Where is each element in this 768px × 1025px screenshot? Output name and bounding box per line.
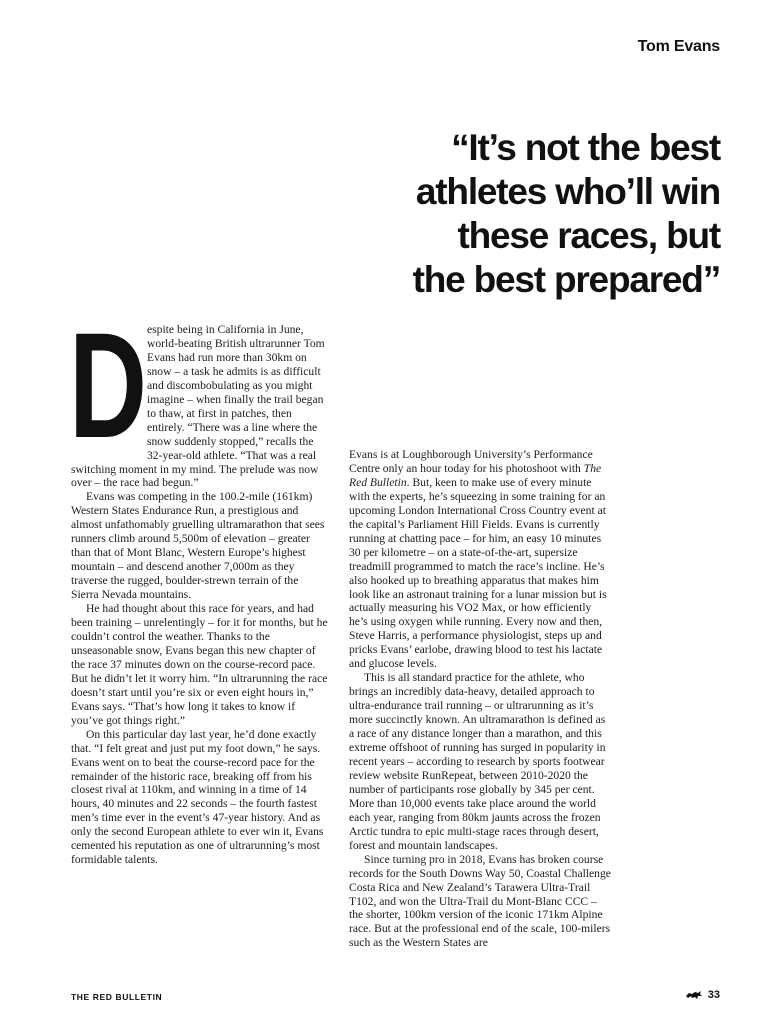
pull-quote-line: athletes who’ll win xyxy=(415,171,720,212)
pull-quote-line: the best prepared” xyxy=(412,259,720,300)
page-number: 33 xyxy=(707,989,720,1001)
article-column-right xyxy=(349,448,611,950)
article-column-left xyxy=(69,301,328,867)
pull-quote-line: these races, but xyxy=(457,215,720,256)
body-paragraph: He had thought about this race for years, and had been training – unrelentingly – for it for months, but he couldn’t control the weather. Thanks to the unseasonable snow, Evans began this new chapter of the race 37 minutes down on the course-record pace. But he didn’t let it worry him. “In ultrarunning the race doesn’t start until you’re six or even eight hours in,” Evans says. “That’s how long it takes to know if you’ve got things right.” xyxy=(71,602,328,727)
body-paragraph: espite being in California in June, world-beating British ultrarunner Tom Evans had run more than 30km on snow – a task he admits is as difficult and discombobulating as you might imagine – when finally the trail began to thaw, at first in patches, then entirely. “There was a line where the snow suddenly stopped,” recalls the 32-year-old athlete. “That was a real switching moment in my mind. The prelude was now over – the race had begun.” xyxy=(71,323,325,490)
red-bull-logo-icon xyxy=(685,990,703,1000)
body-text: Evans is at Loughborough University’s Performance Centre only an hour today for his photoshoot with xyxy=(349,448,593,475)
page-footer-right xyxy=(685,989,720,1001)
pull-quote-line: “It’s not the best xyxy=(451,127,720,168)
body-paragraph: Evans was competing in the 100.2-mile (161km) Western States Endurance Run, a prestigious and almost unfathomably gruelling ultramarathon that sees runners climb around 5,500m of elevation – greater than that of Mont Blanc, Western Europe’s highest mountain – and descend another 7,000m as they traverse the rugged, boulder-strewn terrain of the Sierra Nevada mountains. xyxy=(71,490,325,602)
article-subject-name: Tom Evans xyxy=(637,38,720,55)
body-paragraph: Since turning pro in 2018, Evans has broken course records for the South Downs Way 50, Coastal Challenge Costa Rica and New Zealand’s Tarawera Ultra-Trail T102, and won the Ultra-Trail du Mont-Blanc CCC – the shorter, 100km version of the iconic 171km Alpine race. But at the professional end of the scale, 100-milers such as the Western States are xyxy=(349,852,611,950)
publication-title: The Red Bulletin xyxy=(349,461,602,489)
body-paragraph: This is all standard practice for the athlete, who brings an incredibly data-heavy, detailed approach to ultra-endurance trail running – or ultrarunning as it’s more succinctly known. An ultramarathon is defined as a race of any distance longer than a marathon, and this extreme offshoot of running has surged in popularity in recent years – according to research by sports footwear review website RunRepeat, between 2010-2020 the number of participants rose globally by 345 per cent. More than 10,000 events take place around the world each year, ranging from 80km jaunts across the frozen Arctic tundra to epic multi-stage races through desert, forest and mountain landscapes. xyxy=(349,671,606,852)
pull-quote xyxy=(320,126,720,302)
body-text: . But, keen to make use of every minute with the experts, he’s squeezing in some training for an upcoming London International Cross Country event at the capital’s Parliament Hill Fields. Evans is currently running at chatting pace – for him, an easy 10 minutes 30 per kilometre – on a state-of-the-art, supersize treadmill programmed to match the race’s incline. He’s also hooked up to breathing apparatus that makes him look like an astronaut training for a lunar mission but is actually measuring his VO2 Max, or how efficiently he’s using oxygen while running. Every now and then, Steve Harris, a performance physiologist, steps up and pricks Evans’ earlobe, drawing blood to test his lactate and glucose levels. xyxy=(349,475,607,671)
body-paragraph: On this particular day last year, he’d done exactly that. “I felt great and just put my foot down,” he says. Evans went on to beat the course-record pace for the remainder of the historic race, breaking off from his closest rival at 110km, and winning in a time of 14 hours, 40 minutes and 22 seconds – the fourth fastest men’s time ever in the event’s 47-year history. And as only the second European athlete to ever win it, Evans cemented his reputation as one of ultrarunning’s most formidable talents. xyxy=(71,727,324,867)
publication-name: THE RED BULLETIN xyxy=(71,992,163,1002)
drop-cap: D xyxy=(69,301,143,469)
body-paragraph xyxy=(349,448,611,671)
